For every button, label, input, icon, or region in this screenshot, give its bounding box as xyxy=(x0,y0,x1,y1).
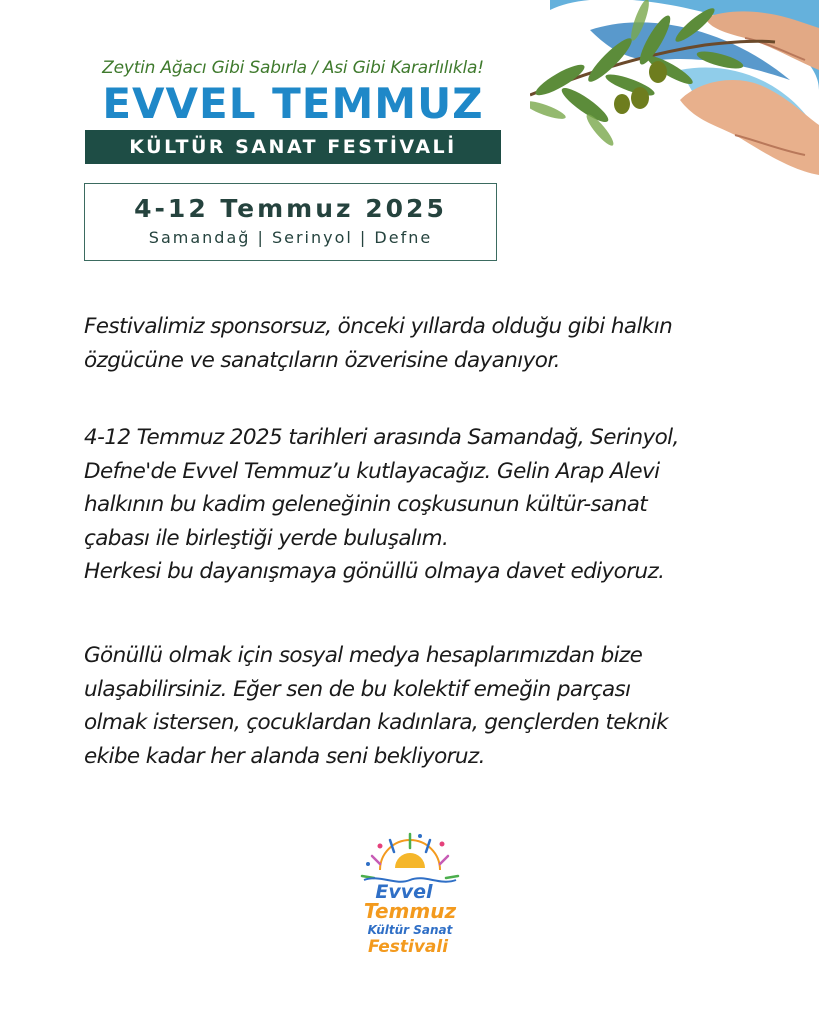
logo-text-festivali: Festivali xyxy=(367,937,449,957)
text-line: 4-12 Temmuz 2025 tarihleri arasında Samandağ, Serinyol, xyxy=(84,425,679,450)
tagline: Zeytin Ağacı Gibi Sabırla / Asi Gibi Kararlılıkla! xyxy=(102,58,484,78)
festival-logo xyxy=(350,828,470,958)
text-line: çabası ile birleştiği yerde buluşalım. xyxy=(84,525,449,551)
paragraph-volunteer xyxy=(84,639,784,773)
text-line: özgücüne ve sanatçıların özverisine dayanıyor. xyxy=(84,347,560,373)
olive-branch-hands-illustration xyxy=(530,0,819,180)
festival-places: Samandağ | Serinyol | Defne xyxy=(148,228,433,247)
text-line: Herkesi bu dayanışmaya gönüllü olmaya davet ediyoruz. xyxy=(84,559,665,584)
text-line: halkının bu kadim geleneğinin coşkusunun kültür-sanat xyxy=(84,492,648,517)
logo-text-kultur-sanat: Kültür Sanat xyxy=(367,923,453,937)
logo-text-temmuz: Temmuz xyxy=(363,899,457,923)
paragraph-festival-info xyxy=(84,421,784,589)
festival-dates: 4-12 Temmuz 2025 xyxy=(134,194,447,223)
festival-title: EVVEL TEMMUZ xyxy=(102,79,484,128)
text-line: Defne'de Evvel Temmuz’u kutlayacağız. Gelin Arap Alevi xyxy=(84,458,660,484)
date-box xyxy=(84,183,497,261)
text-line: Gönüllü olmak için sosyal medya hesaplarımızdan bize xyxy=(84,643,643,668)
text-line: ulaşabilirsiniz. Eğer sen de bu kolektif emeğin parçası xyxy=(84,676,631,702)
text-line: ekibe kadar her alanda seni bekliyoruz. xyxy=(84,743,485,769)
logo-text-evvel: Evvel xyxy=(375,881,433,903)
text-line: olmak istersen, çocuklardan kadınlara, gençlerden teknik xyxy=(84,710,669,735)
festival-subtitle: KÜLTÜR SANAT FESTİVALİ xyxy=(85,130,501,164)
festival-header xyxy=(83,58,503,164)
text-line: Festivalimiz sponsorsuz, önceki yıllarda olduğu gibi halkın xyxy=(84,314,673,339)
paragraph-sponsorship xyxy=(84,310,784,377)
